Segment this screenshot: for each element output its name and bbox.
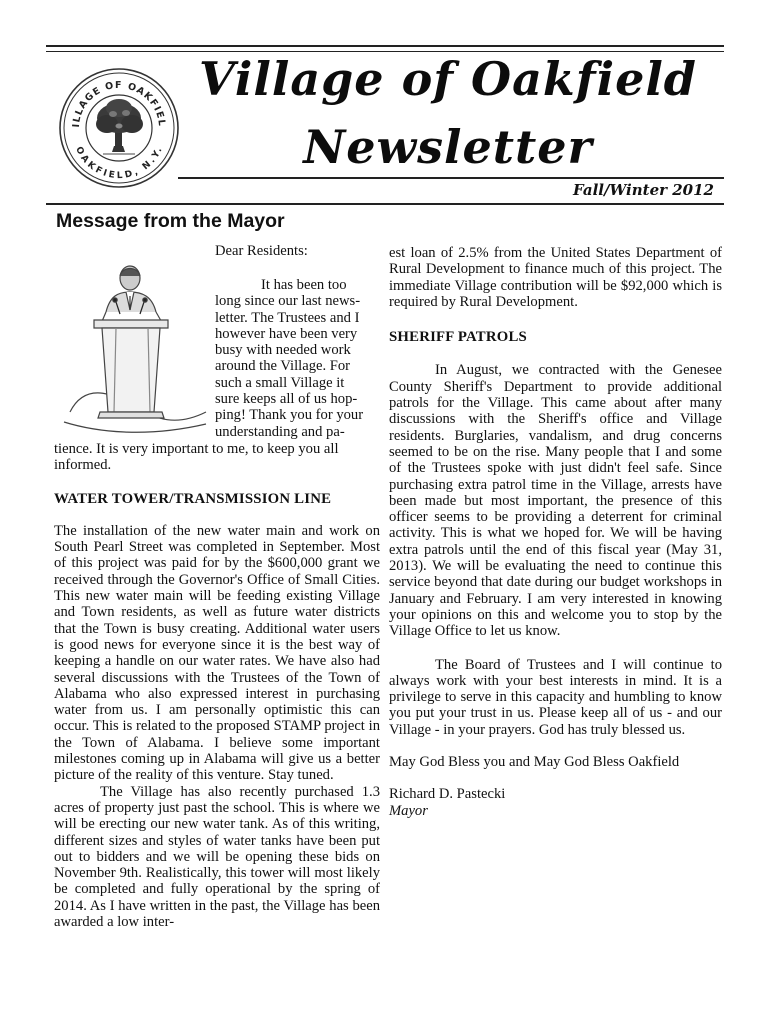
svg-text:OAKFIELD, N.Y.: OAKFIELD, N.Y. (73, 145, 165, 182)
loan-paragraph: est loan of 2.5% from the United States Department of Rural Development to finance much of this project. The immediate Village contribution will be $92,000 which is required by Rural Development. (389, 245, 722, 310)
issue-date: Fall/Winter 2012 (573, 181, 714, 199)
intro-line: such a small Village it (215, 374, 345, 391)
intro-line: letter. The Trustees and I (215, 309, 360, 326)
heading-sheriff-patrols: SHERIFF PATROLS (389, 329, 527, 346)
intro-line: sure keeps all of us hop- (215, 391, 358, 408)
intro-line: It has been too (261, 277, 347, 293)
top-rule-thick (46, 45, 724, 47)
intro-line: busy with needed work (215, 342, 351, 359)
water-paragraph-1: The installation of the new water main and work on South Pearl Street was completed in September. Most of this project was paid for by the $600,000 grant we received through the Governor's Office of Small Cities. This new water main will be feeding existing Village and Town residents, as well as future water districts that the Town is busy creating. Additional water users is good news for everyone since it is the best way of keeping a handle on our water rates. We have also had several discussions with the Trustees of the Town of Alabama who also expressed interest in purchasing water from us. I am personally optimistic this can occur. This is related to the proposed STAMP project in the Town of Alabama. I believe some important milestones coming up in Alabama will give us a better picture of the reality of this venture. Stay tuned. (54, 522, 380, 784)
intro-line: around the Village. For (215, 358, 351, 375)
board-paragraph: The Board of Trustees and I will continue to always work with your best interests in mind. It is a privilege to serve in this capacity and humbling to know you put your trust in us. Please keep all of us - and our Village - in your prayers. God has truly blessed us. (389, 656, 722, 738)
left-column (54, 441, 380, 930)
masthead-title-line2: Newsletter (303, 120, 593, 174)
salutation: Dear Residents: (215, 243, 308, 259)
water-paragraph-2: The Village has also recently purchased 1.3 acres of property just past the school. This is where we will be erecting our new water tank. As of this writing, different sizes and styles of water tanks have been put out to bidders and we will be opening these bids on November 9th. Realistically, this tower will most likely be completed and fully operational by the spring of 2014. As I have written in the past, the Village has been awarded a low inter- (54, 783, 380, 931)
mayor-intro-wrapped (215, 277, 375, 440)
intro-line: long since our last news- (215, 293, 361, 310)
section-title: Message from the Mayor (56, 210, 285, 232)
masthead-title-line1: Village of Oakfield (199, 52, 697, 106)
title-underline (178, 177, 724, 179)
signature-name: Richard D. Pastecki (389, 786, 506, 803)
intro-tail: tience. It is very important to me, to keep you all informed. (54, 441, 339, 474)
heading-water-tower: WATER TOWER/TRANSMISSION LINE (54, 490, 332, 507)
signature-title: Mayor (389, 802, 428, 819)
intro-line: however have been very (215, 325, 358, 342)
podium-speaker-clipart (56, 262, 212, 444)
intro-line: ping! Thank you for your (215, 407, 364, 424)
svg-text:VILLAGE OF OAKFIELD: ILLAGE OF OAKFIEL (70, 79, 168, 128)
sheriff-paragraph: In August, we contracted with the Genesee County Sheriff's Department to provide additional patrols for the Village. This came about after many discussions with the Sheriff's office and Village residents. Burglaries, vandalism, and drug concerns seemed to be on the rise. Many people that I and some of the Trustees spoke with just didn't feel safe. Since purchasing extra patrol time in the Village, arrests have been made but most important, the presence of this officer seems to be providing a deterrent for criminal activity. This is what we hoped for. We will be having extra patrols until the end of this fiscal year (May 31, 2013). We will be evaluating the need to continue this service beyond that date during our budget workshops in January and February. I am very interested in knowing your opinions on this and welcome you to stop by the Village Office to let us know. (389, 362, 722, 640)
village-seal-logo (57, 66, 181, 190)
intro-line: understanding and pa- (215, 423, 345, 440)
closing-blessing: May God Bless you and May God Bless Oakfield (389, 754, 680, 771)
issue-rule (46, 203, 724, 205)
right-column (389, 245, 722, 819)
